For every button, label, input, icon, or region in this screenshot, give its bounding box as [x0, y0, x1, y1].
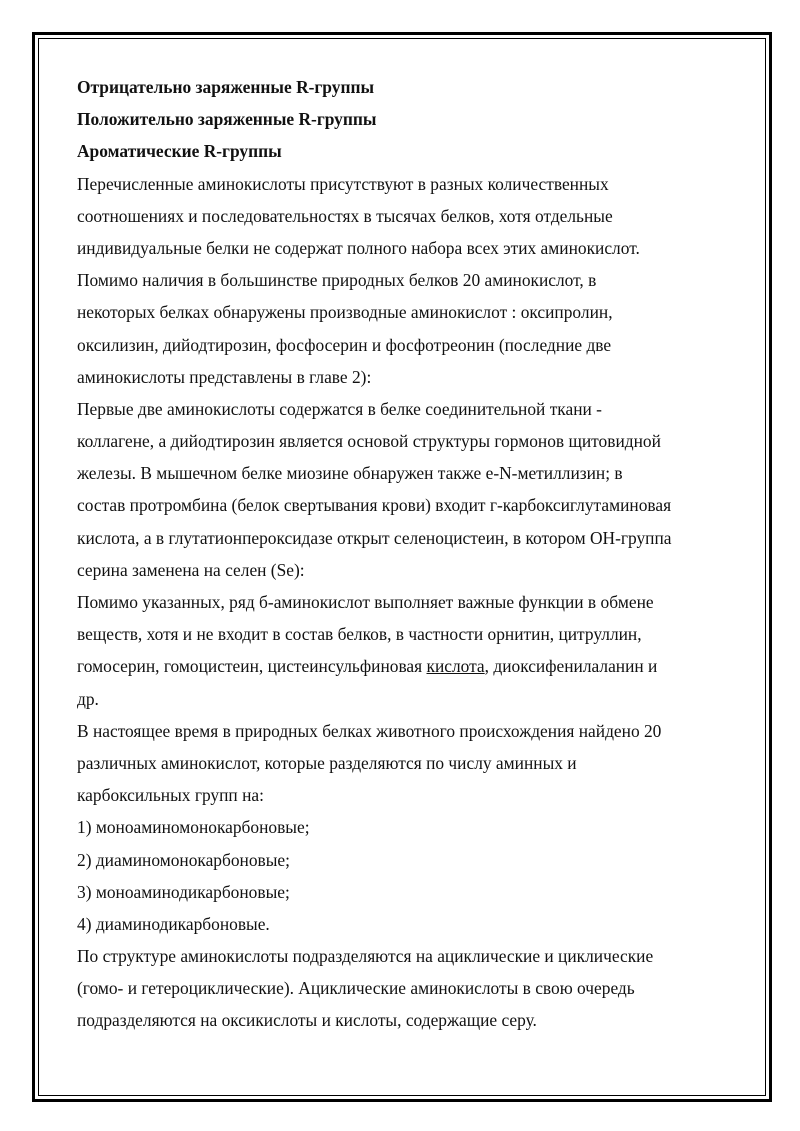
paragraph-line: Помимо указанных, ряд б-аминокислот выполняет важные функции в обмене [77, 592, 654, 612]
list-item: 3) моноаминодикарбоновые; [77, 881, 290, 902]
paragraph-line-with-link [77, 650, 727, 682]
paragraph-line: кислота, а в глутатионпероксидазе открыт селеноцистеин, в котором ОН-группа [77, 527, 672, 548]
paragraph-line: карбоксильных групп на: [77, 785, 264, 806]
text-segment: , диоксифенилаланин и [484, 656, 658, 677]
list-item: 1) моноаминомонокарбоновые; [77, 817, 310, 838]
list-item: 4) диаминодикарбоновые. [77, 913, 270, 934]
paragraph-line: различных аминокислот, которые разделяются по числу аминных и [77, 752, 577, 773]
paragraph-line: Помимо наличия в большинстве природных белков 20 аминокислот, в [77, 270, 597, 291]
paragraph-line: (гомо- и гетероциклические). Ациклические аминокислоты в свою очередь [77, 978, 635, 999]
list-item: 2) диаминомонокарбоновые; [77, 849, 290, 870]
paragraph-line: веществ, хотя и не входит в состав белков, в частности орнитин, цитруллин, [77, 624, 642, 645]
paragraph-line: коллагене, а дийодтирозин является основой структуры гормонов щитовидной [77, 431, 661, 452]
acid-link[interactable]: кислота [426, 656, 485, 677]
paragraph-line: подразделяются на оксикислоты и кислоты, содержащие серу. [77, 1010, 537, 1031]
paragraph-line: состав протромбина (белок свертывания крови) входит г-карбоксиглутаминовая [77, 495, 672, 516]
paragraph-line: оксилизин, дийодтирозин, фосфосерин и фосфотреонин (последние две [77, 334, 612, 355]
heading-negative-r-groups: Отрицательно заряженные R-группы [77, 77, 375, 97]
paragraph-line: соотношениях и последовательностях в тысячах белков, хотя отдельные [77, 205, 613, 226]
paragraph-line: др. [77, 688, 99, 709]
heading-positive-r-groups: Положительно заряженные R-группы [77, 109, 377, 130]
document-body [77, 71, 727, 1037]
text-segment: гомосерин, гомоцистеин, цистеинсульфиновая [77, 656, 427, 677]
paragraph-line: аминокислоты представлены в главе 2): [77, 366, 372, 387]
paragraph-line: По структуре аминокислоты подразделяются на ациклические и циклические [77, 946, 654, 967]
paragraph-line: индивидуальные белки не содержат полного набора всех этих аминокислот. [77, 237, 640, 258]
paragraph-line: некоторых белках обнаружены производные аминокислот : оксипролин, [77, 302, 613, 323]
paragraph-line: железы. В мышечном белке миозине обнаружен также е-N-метиллизин; в [77, 463, 623, 484]
paragraph-line: серина заменена на селен (Se): [77, 559, 305, 580]
paragraph-line: Перечисленные аминокислоты присутствуют в разных количественных [77, 173, 609, 194]
paragraph-line: Первые две аминокислоты содержатся в белке соединительной ткани - [77, 398, 602, 419]
paragraph-line: В настоящее время в природных белках животного происхождения найдено 20 [77, 720, 662, 741]
heading-aromatic-r-groups: Ароматические R-группы [77, 141, 282, 162]
